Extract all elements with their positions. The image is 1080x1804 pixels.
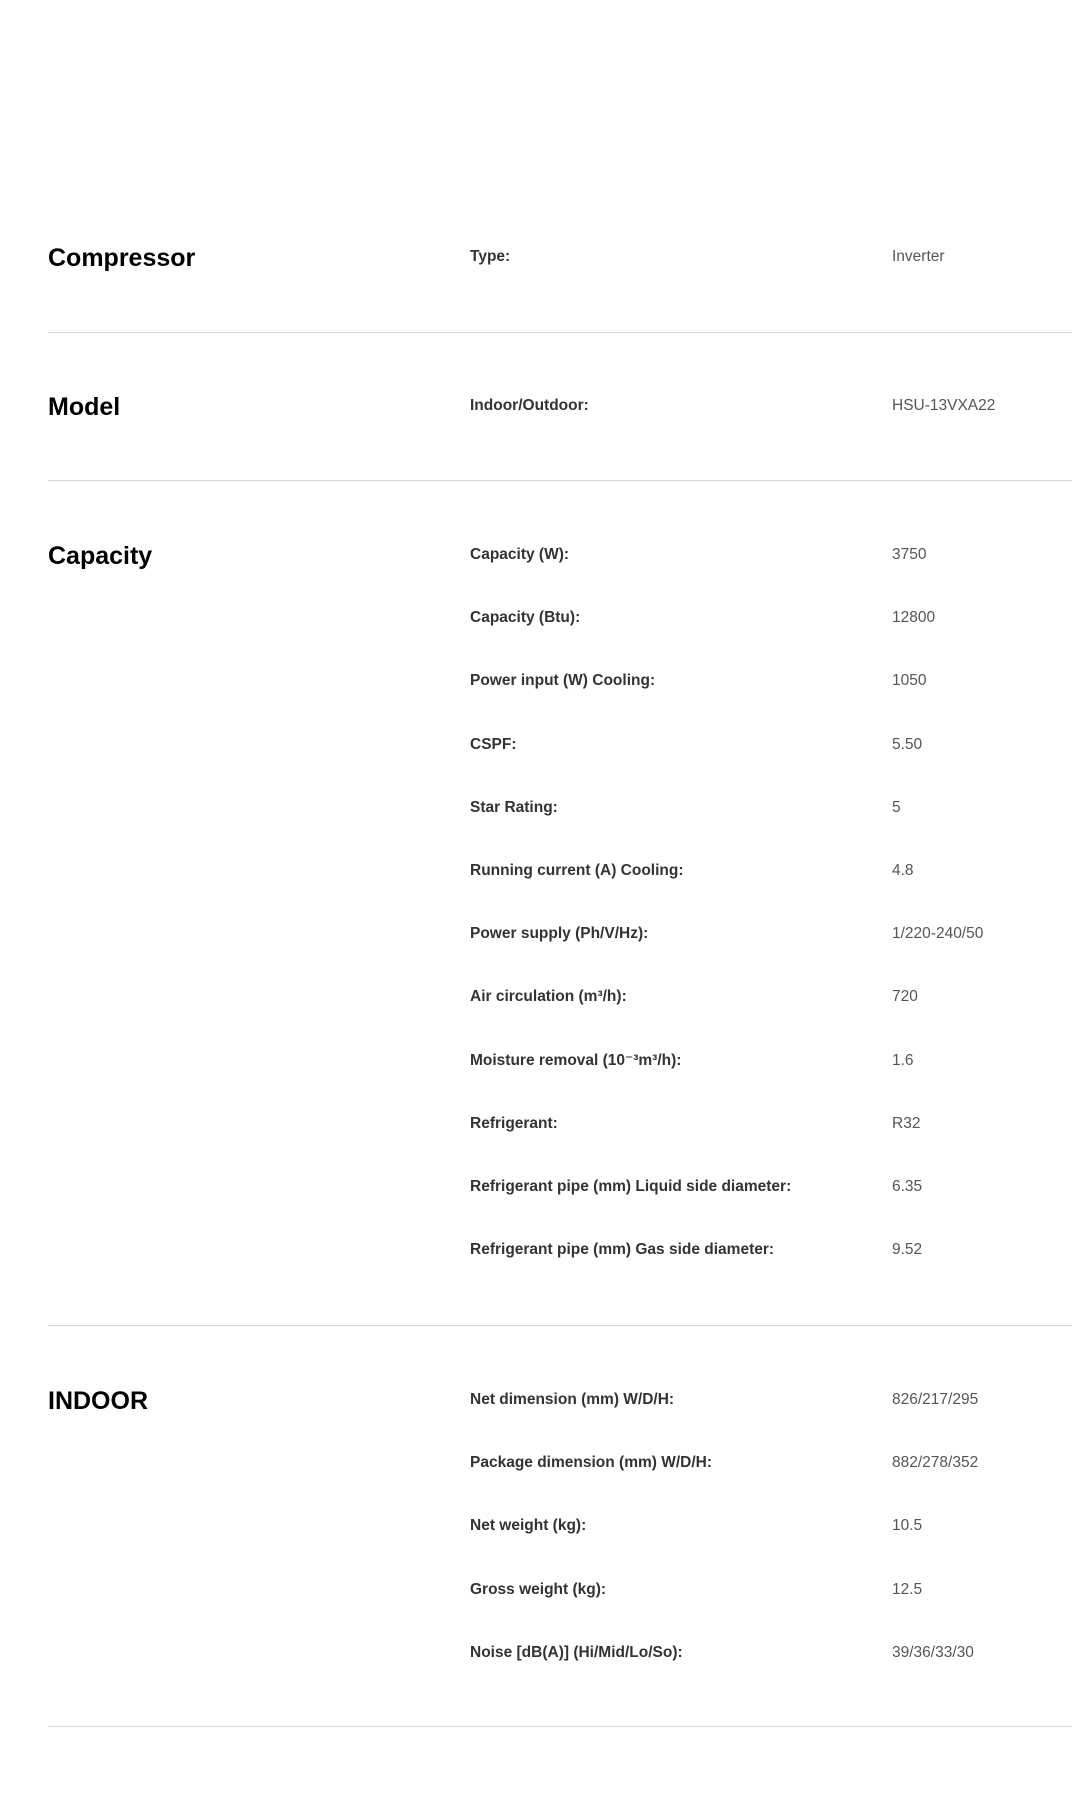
section-title: Capacity — [48, 542, 153, 570]
spec-row — [470, 987, 1070, 1050]
spec-label: Noise [dB(A)] (Hi/Mid/Lo/So): — [470, 1643, 683, 1661]
spec-value: 12800 — [892, 609, 936, 627]
spec-row — [470, 798, 1070, 861]
spec-label: Refrigerant: — [470, 1114, 558, 1132]
spec-row — [470, 608, 1070, 671]
spec-rows — [470, 545, 1070, 1303]
spec-rows — [470, 396, 1070, 459]
spec-label: Indoor/Outdoor: — [470, 397, 589, 414]
spec-label: Capacity (W): — [470, 546, 570, 563]
spec-row — [470, 735, 1070, 798]
spec-value: 39/36/33/30 — [892, 1643, 974, 1661]
spec-value: 826/217/295 — [892, 1391, 979, 1408]
spec-row — [470, 1643, 1070, 1706]
section-title: INDOOR — [48, 1387, 148, 1415]
spec-value: 9.52 — [892, 1241, 923, 1259]
spec-value: 5 — [892, 798, 901, 816]
section-title: Model — [48, 393, 121, 421]
section-divider — [48, 332, 1072, 333]
spec-label: CSPF: — [470, 735, 517, 753]
section-divider — [48, 480, 1072, 481]
spec-label: Air circulation (m³/h): — [470, 988, 627, 1006]
spec-row — [470, 247, 1070, 310]
spec-row — [470, 1177, 1070, 1240]
spec-row — [470, 1580, 1070, 1643]
spec-value: 12.5 — [892, 1580, 923, 1598]
spec-row — [470, 1453, 1070, 1516]
spec-row — [470, 671, 1070, 734]
spec-rows — [470, 1390, 1070, 1706]
spec-value: 3750 — [892, 546, 927, 563]
spec-row — [470, 1114, 1070, 1177]
spec-value: 6.35 — [892, 1177, 923, 1195]
spec-value: 882/278/352 — [892, 1454, 979, 1472]
spec-row — [470, 924, 1070, 987]
spec-label: Gross weight (kg): — [470, 1580, 607, 1598]
spec-value: 4.8 — [892, 861, 914, 879]
spec-row — [470, 1240, 1070, 1303]
spec-label: Power input (W) Cooling: — [470, 672, 656, 690]
spec-label: Net weight (kg): — [470, 1517, 587, 1535]
spec-value: R32 — [892, 1114, 921, 1132]
spec-label: Moisture removal (10⁻³m³/h): — [470, 1051, 682, 1069]
spec-value: 1050 — [892, 672, 927, 690]
spec-row — [470, 861, 1070, 924]
spec-label: Refrigerant pipe (mm) Liquid side diameter: — [470, 1177, 792, 1195]
spec-value: 5.50 — [892, 735, 923, 753]
spec-row — [470, 1390, 1070, 1453]
spec-value: Inverter — [892, 248, 945, 265]
section-title: Compressor — [48, 244, 196, 272]
spec-rows — [470, 247, 1070, 310]
spec-label: Type: — [470, 248, 511, 265]
spec-row — [470, 545, 1070, 608]
spec-value: 720 — [892, 988, 918, 1006]
spec-row — [470, 396, 1070, 459]
spec-label: Capacity (Btu): — [470, 609, 581, 627]
spec-value: HSU-13VXA22 — [892, 397, 996, 414]
section-divider — [48, 1325, 1072, 1326]
spec-row — [470, 1516, 1070, 1579]
spec-label: Package dimension (mm) W/D/H: — [470, 1454, 713, 1472]
spec-row — [470, 1051, 1070, 1114]
spec-label: Running current (A) Cooling: — [470, 861, 684, 879]
spec-label: Star Rating: — [470, 798, 558, 816]
spec-value: 10.5 — [892, 1517, 923, 1535]
spec-label: Refrigerant pipe (mm) Gas side diameter: — [470, 1241, 775, 1259]
spec-value: 1/220-240/50 — [892, 925, 984, 943]
spec-label: Power supply (Ph/V/Hz): — [470, 925, 649, 943]
spec-value: 1.6 — [892, 1051, 914, 1069]
spec-label: Net dimension (mm) W/D/H: — [470, 1391, 675, 1408]
section-divider — [48, 1726, 1072, 1727]
